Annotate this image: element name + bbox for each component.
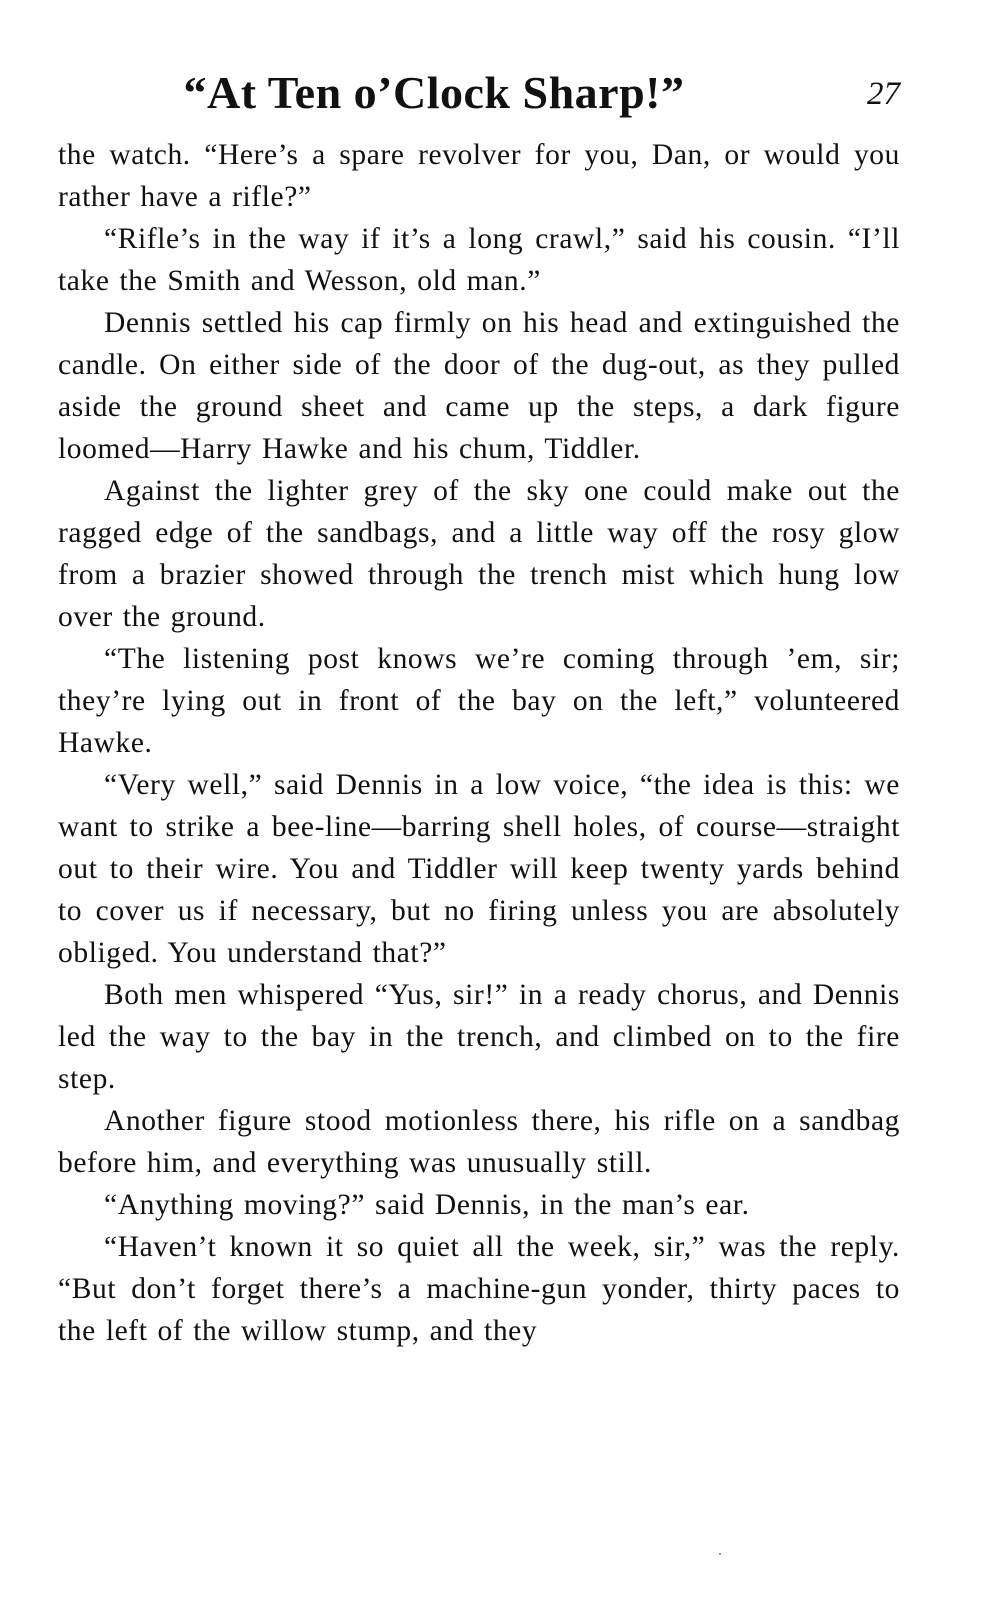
body-text xyxy=(58,134,900,1352)
paragraph-continuation: the watch. “Here’s a spare revolver for you, Dan, or would you rather have a rifle?” xyxy=(58,139,900,213)
paragraph: “Rifle’s in the way if it’s a long crawl,” said his cousin. “I’ll take the Smith and Wesson, old man.” xyxy=(58,223,900,297)
paragraph: “Haven’t known it so quiet all the week, sir,” was the reply. “But don’t forget there’s a machine-gun yonder, thirty paces to the left of the willow stump, and they xyxy=(58,1231,900,1347)
paragraph: Another figure stood motionless there, his rifle on a sandbag before him, and everything was unusually still. xyxy=(58,1105,900,1179)
paragraph: “Anything moving?” said Dennis, in the man’s ear. xyxy=(104,1189,750,1221)
paragraph: Both men whispered “Yus, sir!” in a ready chorus, and Dennis led the way to the bay in the trench, and climbed on to the fire step. xyxy=(58,979,900,1095)
paragraph: “The listening post knows we’re coming through ’em, sir; they’re lying out in front of the bay on the left,” volunteered Hawke. xyxy=(58,643,900,759)
paragraph: “Very well,” said Dennis in a low voice, “the idea is this: we want to strike a bee-line—barring shell holes, of course—straight out to their wire. You and Tiddler will keep twenty yards behind to cover us if necessary, but no firing unless you are absolutely obliged. You understand that?” xyxy=(58,769,900,969)
paragraph: Against the lighter grey of the sky one could make out the ragged edge of the sandbags, and a little way off the rosy glow from a brazier showed through the trench mist which hung low over the ground. xyxy=(58,475,900,633)
paragraph: Dennis settled his cap firmly on his head and extinguished the candle. On either side of the door of the dug-out, as they pulled aside the ground sheet and came up the steps, a dark figure loomed—Harry Hawke and his chum, Tiddler. xyxy=(58,307,900,465)
page-number: 27 xyxy=(867,76,900,112)
book-page xyxy=(58,62,900,1352)
ink-speck xyxy=(719,1553,721,1555)
running-header xyxy=(58,62,900,134)
chapter-title: “At Ten o’Clock Sharp!” xyxy=(183,67,685,118)
